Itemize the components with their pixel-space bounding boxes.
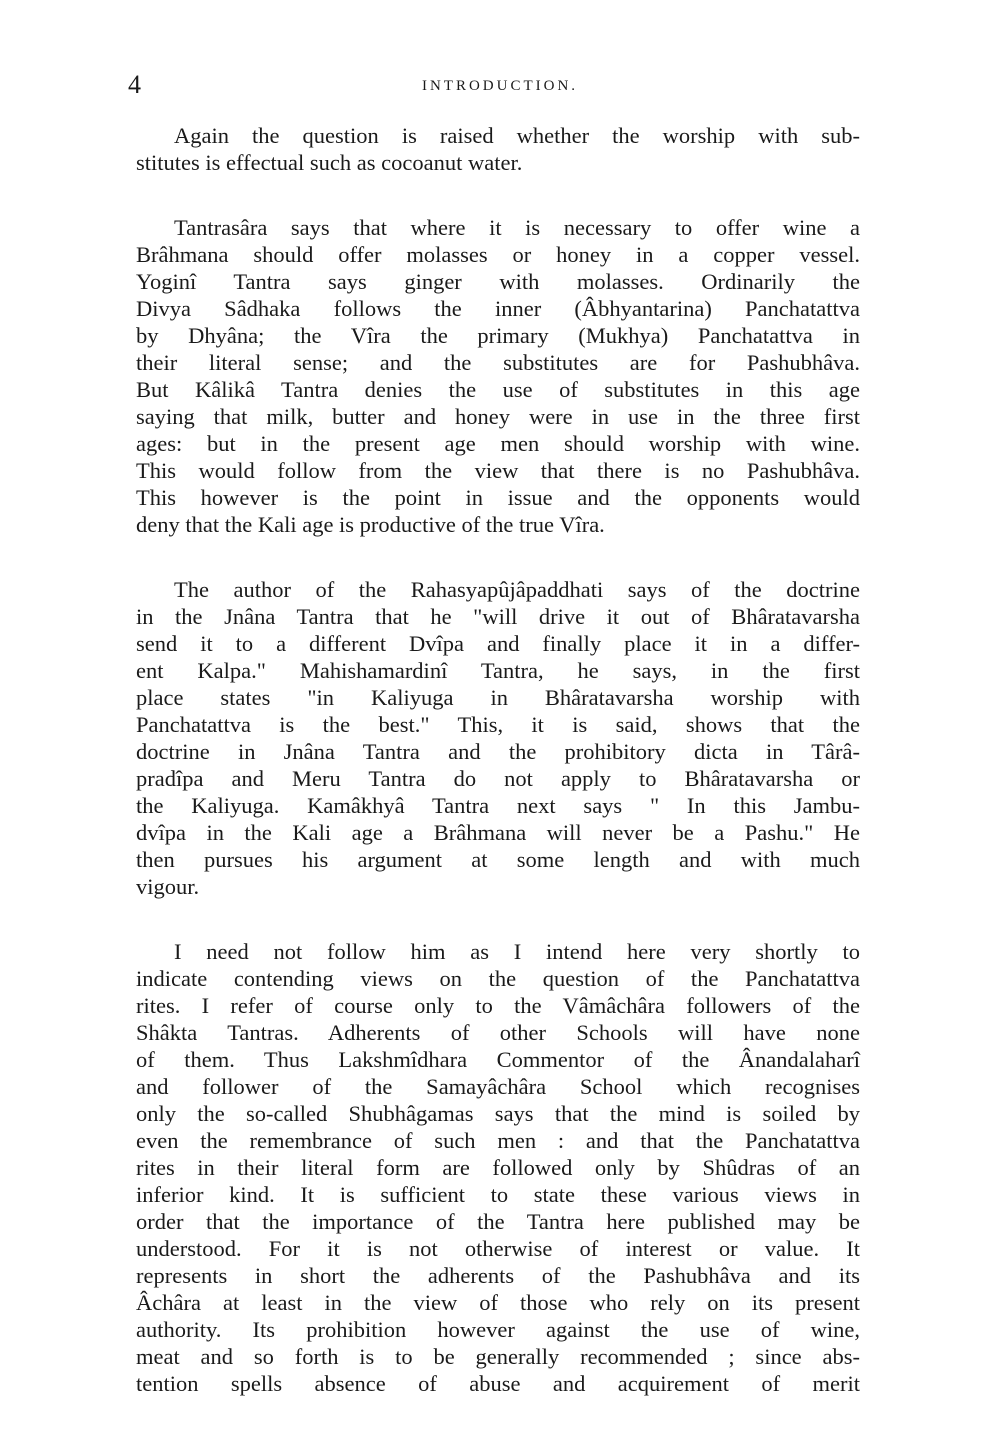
text-line: The author of the Rahasyapûjâpaddhati says of the doctrine <box>174 577 860 602</box>
text-line: only the so-called Shubhâgamas says that the mind is soiled by <box>136 1101 860 1126</box>
paragraph <box>136 576 860 900</box>
text-line: Tantrasâra says that where it is necessary to offer wine a <box>174 215 860 240</box>
text-line: represents in short the adherents of the Pashubhâva and its <box>136 1263 860 1288</box>
text-line: dvîpa in the Kali age a Brâhmana will never be a Pashu." He <box>136 820 860 845</box>
text-line: tention spells absence of abuse and acquirement of merit <box>136 1371 860 1396</box>
text-line: doctrine in Jnâna Tantra and the prohibitory dicta in Târâ- <box>136 739 860 764</box>
paragraph <box>136 938 860 1397</box>
text-line: of them. Thus Lakshmîdhara Commentor of the Ânandalaharî <box>136 1047 860 1072</box>
text-line: stitutes is effectual such as cocoanut water. <box>136 150 523 175</box>
paragraph <box>136 122 860 176</box>
text-line: But Kâlikâ Tantra denies the use of substitutes in this age <box>136 377 860 402</box>
text-line: Panchatattva is the best." This, it is said, shows that the <box>136 712 860 737</box>
text-line: rites in their literal form are followed only by Shûdras of an <box>136 1155 860 1180</box>
text-line: Shâkta Tantras. Adherents of other Schools will have none <box>136 1020 860 1045</box>
text-line: their literal sense; and the substitutes are for Pashubhâva. <box>136 350 860 375</box>
text-line: authority. Its prohibition however against the use of wine, <box>136 1317 860 1342</box>
text-line: Brâhmana should offer molasses or honey in a copper vessel. <box>136 242 860 267</box>
text-line: deny that the Kali age is productive of the true Vîra. <box>136 512 605 537</box>
text-line: pradîpa and Meru Tantra do not apply to Bhâratavarsha or <box>136 766 860 791</box>
text-line: This would follow from the view that there is no Pashubhâva. <box>136 458 860 483</box>
text-line: send it to a different Dvîpa and finally place it in a differ- <box>136 631 860 656</box>
text-line: Yoginî Tantra says ginger with molasses. Ordinarily the <box>136 269 860 294</box>
text-line: understood. For it is not otherwise of interest or value. It <box>136 1236 860 1261</box>
text-line: then pursues his argument at some length and with much <box>136 847 860 872</box>
text-line: inferior kind. It is sufficient to state these various views in <box>136 1182 860 1207</box>
text-line: Âchâra at least in the view of those who rely on its present <box>136 1290 860 1315</box>
text-line: order that the importance of the Tantra here published may be <box>136 1209 860 1234</box>
text-line: place states "in Kaliyuga in Bhâratavarsha worship with <box>136 685 860 710</box>
paragraph <box>136 214 860 538</box>
text-line: I need not follow him as I intend here very shortly to <box>174 939 860 964</box>
text-line: indicate contending views on the question of the Panchatattva <box>136 966 860 991</box>
text-line: Divya Sâdhaka follows the inner (Âbhyantarina) Panchatattva <box>136 296 860 321</box>
text-line: This however is the point in issue and the opponents would <box>136 485 860 510</box>
text-line: the Kaliyuga. Kamâkhyâ Tantra next says " In this Jambu- <box>136 793 860 818</box>
running-title: INTRODUCTION. <box>421 78 579 94</box>
text-line: ages: but in the present age men should worship with wine. <box>136 431 860 456</box>
page-number: 4 <box>128 70 141 99</box>
text-line: and follower of the Samayâchâra School which recognises <box>136 1074 860 1099</box>
text-line: even the remembrance of such men : and that the Panchatattva <box>136 1128 860 1153</box>
text-line: meat and so forth is to be generally recommended ; since abs- <box>136 1344 860 1369</box>
text-line: saying that milk, butter and honey were in use in the three first <box>136 404 860 429</box>
text-line: rites. I refer of course only to the Vâmâchâra followers of the <box>136 993 860 1018</box>
text-line: by Dhyâna; the Vîra the primary (Mukhya) Panchatattva in <box>136 323 860 348</box>
body-text <box>136 122 860 1435</box>
text-line: ent Kalpa." Mahishamardinî Tantra, he says, in the first <box>136 658 860 683</box>
text-line: Again the question is raised whether the worship with sub- <box>174 123 860 148</box>
text-line: in the Jnâna Tantra that he "will drive it out of Bhâratavarsha <box>136 604 860 629</box>
text-line: vigour. <box>136 874 200 899</box>
